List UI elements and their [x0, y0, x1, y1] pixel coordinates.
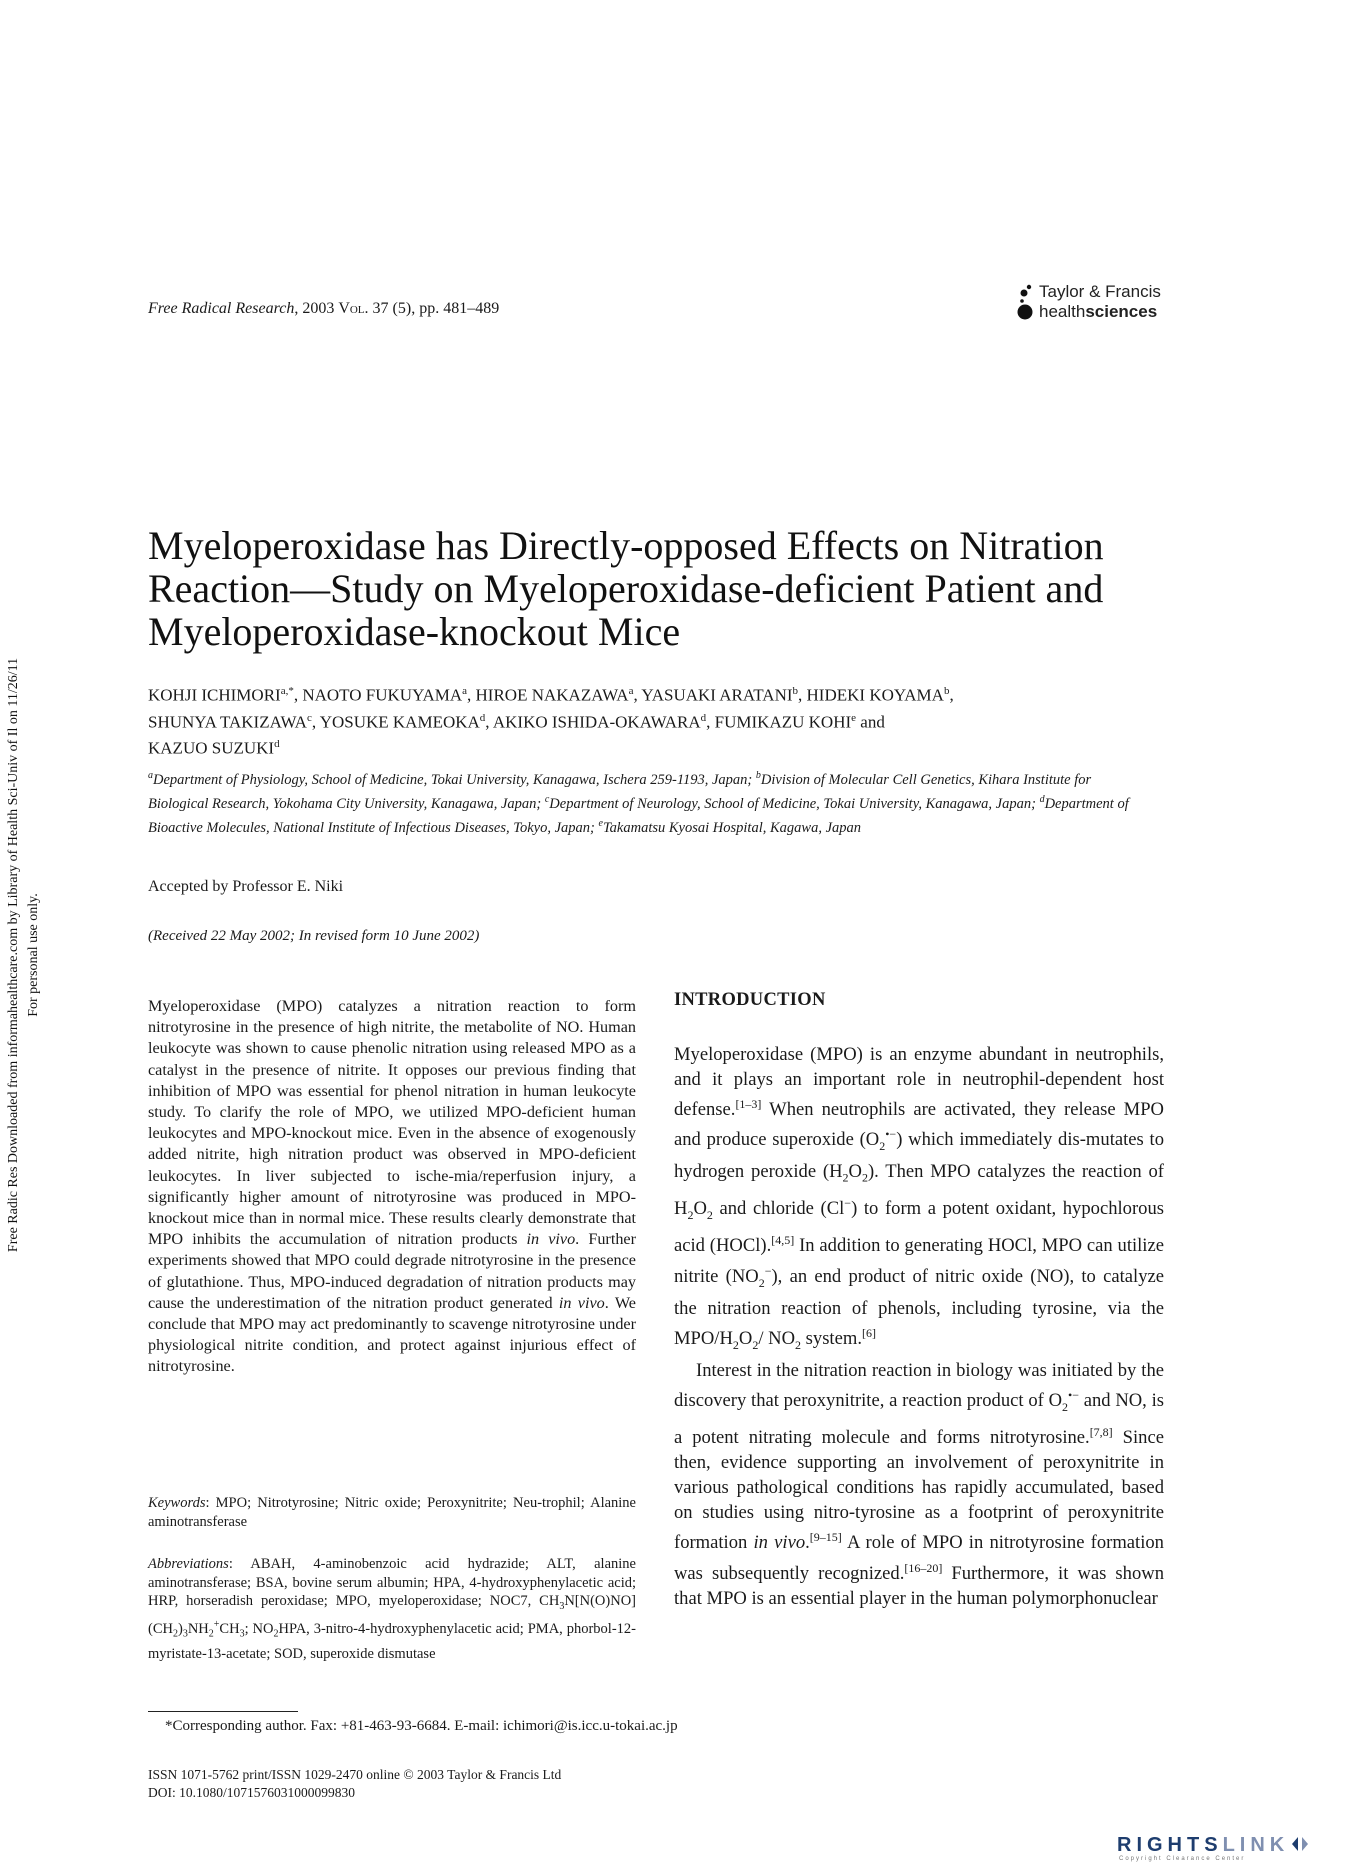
abbreviations: Abbreviations: ABAH, 4-aminobenzoic acid hydrazide; ALT, alanine aminotransferase; BSA, bovine serum albumin; HPA, 4-hydroxyphenylacetic acid; HRP, horseradish peroxidase; MPO, myeloperoxidase; NOC7, $CH_3N[N(O)NO](CH_2)_3NH_2^+CH_3$; $NO_2HPA$, 3-nitro-4-hydroxyphenylacetic acid; PMA, phorbol-12-myristate-13-acetate; SOD, superoxide dismutase: [148, 1556, 636, 1662]
abbreviations-label: Abbreviations: [148, 1556, 229, 1572]
author-name: YASUAKI ARATANI: [641, 685, 793, 705]
author-affiliation-mark: a: [628, 685, 634, 697]
author-name: YOSUKE KAMEOKA: [319, 712, 480, 732]
author-name: SHUNYA TAKIZAWA: [148, 712, 307, 732]
author-name: NAOTO FUKUYAMA: [302, 685, 463, 705]
publisher-logo: [1015, 282, 1165, 322]
affiliation: Department of Physiology, School of Medicine, Tokai University, Kanagawa, Ischera 259-1193, Japan;: [153, 771, 756, 788]
author-affiliation-mark: b: [943, 685, 950, 697]
introduction-paragraph-2: Interest in the nitration reaction in biology was initiated by the discovery that peroxynitrite, a reaction product of $O_2^{•-}$ and NO, is a potent nitrating molecule and forms nitrotyrosine.[7,8] Since then, evidence supporting an involvement of peroxynitrite in various pathological conditions has rapidly accumulated, based on studies using nitro-tyrosine as a footprint of peroxynitrite formation in vivo.[9–15] A role of MPO in nitrotyrosine formation was subsequently recognized.[16–20] Furthermore, it was shown that MPO is an essential player in the human polymorphonuclear: [674, 1359, 1164, 1609]
title-line-3: Myeloperoxidase-knockout Mice: [148, 609, 681, 654]
journal-citation: [148, 300, 499, 318]
citation-ref[interactable]: [16–20]: [904, 1560, 943, 1575]
volume-label: Vol.: [338, 300, 369, 317]
rightslink-word-rights: RIGHTS: [1117, 1834, 1223, 1856]
abstract: Myeloperoxidase (MPO) catalyzes a nitration reaction to form nitrotyrosine in the presence of high nitrite, the metabolite of NO. Human leukocyte was shown to cause phenolic nitration using released MPO as a catalyst in the presence of nitrite. It opposes our previous finding that inhibition of MPO was essential for phenol nitration in human leukocyte study. To clarify the role of MPO, we utilized MPO-deficient human leukocytes and MPO-knockout mice. Even in the absence of exogenously added nitrite, high nitration product was observed in MPO-deficient leukocytes. In liver subjected to ische-mia/reperfusion injury, a significantly higher amount of nitrotyrosine was produced in MPO-knockout mice than in normal mice. These results clearly demonstrate that MPO inhibits the accumulation of nitration products in vivo. Further experiments showed that MPO could degrade nitrotyrosine in the presence of glutathione. Thus, MPO-induced degradation of nitration products may cause the underestimation of the nitration product generated in vivo. We conclude that MPO may act predominantly to scavenge nitrotyrosine under physiological nitrite condition, and protect against injurious effect of nitrotyrosine.: [148, 997, 636, 1376]
citation-ref[interactable]: [1–3]: [735, 1097, 762, 1112]
introduction-body: [674, 1042, 1164, 1611]
corresponding-author-footnote: *Corresponding author. Fax: +81-463-93-6684. E-mail: ichimori@is.icc.u-tokai.ac.jp: [165, 1718, 678, 1734]
affiliation: Department of Neurology, School of Medicine, Tokai University, Kanagawa, Japan;: [549, 795, 1040, 812]
keywords: Keywords: MPO; Nitrotyrosine; Nitric oxide; Peroxynitrite; Neu-trophil; Alanine aminotransferase: [148, 1495, 636, 1530]
author-name: HIDEKI KOYAMA: [806, 685, 944, 705]
received-dates: (Received 22 May 2002; In revised form 10 June 2002): [148, 928, 480, 944]
citation-ref[interactable]: [6]: [861, 1325, 876, 1340]
article-title: [148, 524, 1198, 653]
citation-ref[interactable]: [7,8]: [1089, 1424, 1113, 1439]
publisher-dots-icon: [1015, 282, 1035, 322]
journal-year: , 2003: [294, 300, 339, 317]
keywords-label: Keywords: [148, 1495, 206, 1511]
citation-ref[interactable]: [9–15]: [809, 1530, 842, 1545]
author-affiliation-mark: b: [792, 685, 799, 697]
author-name: HIROE NAKAZAWA: [475, 685, 629, 705]
author-name: AKIKO ISHIDA-OKAWARA: [492, 712, 701, 732]
journal-name: Free Radical Research: [148, 300, 295, 317]
author-affiliation-mark: a,*: [280, 685, 294, 697]
issn-block: [148, 1766, 561, 1802]
title-line-2: Reaction—Study on Myeloperoxidase-deficient Patient and: [148, 566, 1104, 611]
footnote-divider: [148, 1711, 298, 1712]
accepted-by: Accepted by Professor E. Niki: [148, 878, 344, 895]
affiliation: Division of Molecular Cell Genetics, Kihara Institute for Biological Research, Yokohama City University, Kanagawa, Japan;: [148, 771, 1092, 812]
author-name: FUMIKAZU KOHI: [714, 712, 852, 732]
download-notice-line1: Free Radic Res Downloaded from informahealthcare.com by Library of Health Sci-Univ of Il on 11/26/11: [6, 657, 21, 1253]
rightslink-logo[interactable]: [1117, 1834, 1352, 1864]
author-affiliation-mark: a: [462, 685, 468, 697]
publisher-name: Taylor & Francis: [1039, 282, 1161, 301]
author-name: KOHJI ICHIMORI: [148, 685, 281, 705]
introduction-paragraph-1: Myeloperoxidase (MPO) is an enzyme abundant in neutrophils, and it plays an important role in neutrophil-dependent host defense.[1–3] When neutrophils are activated, they release MPO and produce superoxide $(O_2^{•-})$ which immediately dis-mutates to hydrogen peroxide $(H_2O_2)$. Then MPO catalyzes the reaction of $H_2O_2$ and chloride (Cl−) to form a potent oxidant, hypochlorous acid (HOCl).[4,5] In addition to generating HOCl, MPO can utilize nitrite $(NO_2^-)$, an end product of nitric oxide (NO), to catalyze the nitration reaction of phenols, including tyrosine, via the MPO/$H_2O_2/$ $NO_2$ system.[6]: [674, 1044, 1164, 1352]
rightslink-arrows-icon: [1289, 1835, 1311, 1853]
author-affiliation-mark: e: [851, 711, 857, 724]
author-list: KOHJI $ICHIMORI^{a,*}$, NAOTO FUKUYAMA$^a$, HIROE NAKAZAWA$^a$, YASUAKI ARATANI$^b$, HIDEKI KOYAMA$^b$, SHUNYA TAKIZAWA$^c$, YOSUKE KAMEOKA$^d$, AKIKO ISHIDA-OKAWARA$^d$, FUMIKAZU KOHI$^e$ and KAZUO SUZUKI$^d$: [148, 685, 954, 758]
title-line-1: Myeloperoxidase has Directly-opposed Effects on Nitration: [148, 523, 1104, 568]
doi-line[interactable]: DOI: 10.1080/1071576031000099830: [148, 1785, 355, 1800]
download-notice-line2: For personal use only.: [26, 893, 41, 1017]
author-affiliation-mark: d: [700, 711, 707, 724]
citation-ref[interactable]: [4,5]: [771, 1233, 795, 1248]
rightslink-word-link: LINK: [1222, 1834, 1290, 1856]
affiliation-list: $^a$Department of Physiology, School of Medicine, Tokai University, Kanagawa, Ischera 259-1193, Japan; $^b$Division of Molecular Cell Genetics, Kihara Institute for Biological Research, Yokohama City University, Kanagawa, Japan; $^c$Department of Neurology, School of Medicine, Tokai University, Kanagawa, Japan; $^d$Department of Bioactive Molecules, National Institute of Infectious Diseases, Tokyo, Japan; $^e$Takamatsu Kyosai Hospital, Kagawa, Japan: [148, 770, 1129, 836]
author-affiliation-mark: d: [274, 738, 280, 751]
volume-pages: 37 (5), pp. 481–489: [368, 300, 500, 317]
affiliation: Takamatsu Kyosai Hospital, Kagawa, Japan: [602, 819, 862, 836]
publisher-imprint: healthsciences: [1039, 302, 1158, 321]
download-notice: [4, 585, 52, 1325]
section-heading-introduction: INTRODUCTION: [674, 990, 826, 1010]
author-affiliation-mark: c: [306, 711, 312, 724]
rightslink-tagline: Copyright Clearance Center: [1119, 1856, 1246, 1862]
affiliation: Department of Bioactive Molecules, National Institute of Infectious Diseases, Tokyo, Japan;: [148, 795, 1129, 836]
author-affiliation-mark: d: [479, 711, 486, 724]
author-name: KAZUO SUZUKI: [148, 738, 275, 758]
issn-line: ISSN 1071-5762 print/ISSN 1029-2470 online © 2003 Taylor & Francis Ltd: [148, 1767, 562, 1782]
